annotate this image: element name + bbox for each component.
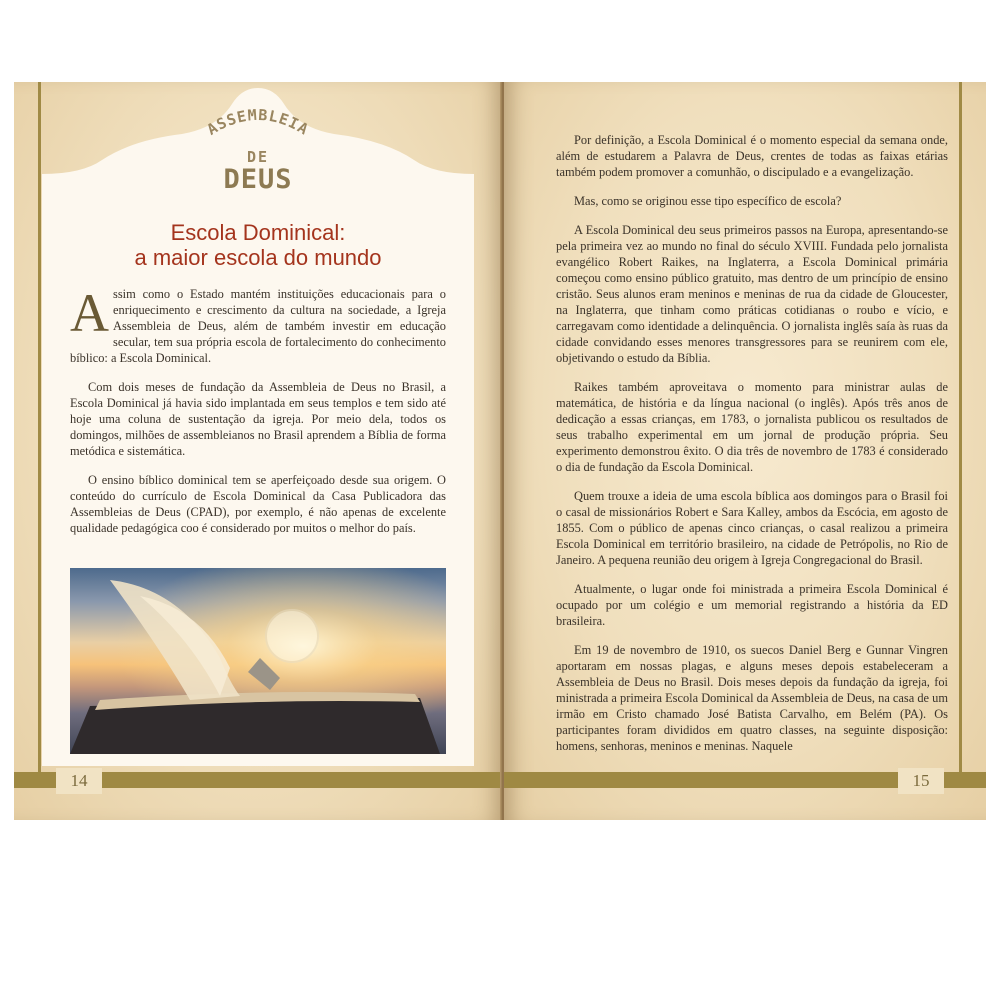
chapter-title-line2: a maior escola do mundo: [134, 245, 382, 270]
paragraph: Raikes também aproveitava o momento para ministrar aulas de matemática, de história e da língua nacional (o inglês). Após três anos de dedicação a essas crianças, em 1783, o jornalista publicou os resultados de seus trabalho experimental em um jornal de produção própria. Seu experimento demonstrou êxito. O dia três de novembro de 1783 é considerado o dia de fundação da Escola Dominical.: [556, 380, 948, 474]
paragraph: O ensino bíblico dominical tem se aperfeiçoado desde sua origem. O conteúdo do currículo de Escola Dominical da Casa Publicadora das Assembleias de Deus (CPAD), por exemplo, é não apenas de excelente qualidade pedagógica coo é considerado por muitos o melhor do país.: [70, 473, 446, 535]
chapter-title: [44, 220, 472, 270]
page-number: 14: [56, 768, 102, 794]
svg-text:ASSEMBLEIA: ASSEMBLEIA: [203, 105, 313, 139]
photo-illustration: [70, 568, 446, 754]
paragraph: Por definição, a Escola Dominical é o momento especial da semana onde, além de estudarem a Palavra de Deus, crentes de todas as faixas etárias também podem promover a comunhão, o discipulado e a evangelização.: [556, 133, 948, 179]
page-number: 15: [898, 768, 944, 794]
book-lightbulb-photo: [70, 568, 446, 754]
right-body-text: [556, 132, 948, 767]
chapter-title-line1: Escola Dominical:: [170, 220, 346, 245]
open-book: [14, 82, 986, 820]
paragraph: Assim como o Estado mantém instituições educacionais para o enriquecimento e crescimento da cultura na sociedade, a Igreja Assembleia de Deus, além de também investir em educação secular, tem sua própria escola de fortalecimento do conhecimento bíblico: a Escola Dominical.: [70, 283, 446, 365]
paragraph: Mas, como se originou esse tipo específico de escola?: [574, 194, 842, 208]
drop-cap: A: [70, 283, 109, 343]
paragraph: Com dois meses de fundação da Assembleia de Deus no Brasil, a Escola Dominical já havia sido implantada em seus templos e tem sido até hoje uma coluna de sustentação da igreja. Por meio dela, todos os domingos, milhões de assembleianos no Brasil aprendem a Bíblia de forma metódica e sistemática.: [70, 380, 446, 458]
paragraph: Atualmente, o lugar onde foi ministrada a primeira Escola Dominical é ocupado por um colégio e um memorial registrando a história da ED brasileira.: [556, 582, 948, 628]
paragraph: A Escola Dominical deu seus primeiros passos na Europa, apresentando-se pela primeira vez ao mundo no final do século XVIII. Fundada pelo jornalista evangélico Robert Raikes, na Inglaterra, a Escola Dominical primária começou como ensino público gratuito, mas dentro de um princípio de ensino cristão. Seus alunos eram meninos e meninas de rua da cidade de Gloucester, na Inglaterra, que tinham como práticas cotidianas o roubo e vício, e carregavam como identidade a delinquência. O jornalista inglês saía às ruas da cidade convidando esses menores transgressores para se reunirem com ele, objetivando o estudo da Bíblia.: [556, 223, 948, 365]
logo-deus: DEUS: [223, 164, 293, 195]
right-page: [504, 82, 986, 820]
right-page-border: [959, 82, 962, 778]
paragraph: Em 19 de novembro de 1910, os suecos Daniel Berg e Gunnar Vingren aportaram em nossas plagas, e alguns meses depois estabeleceram a Assembleia de Deus no Brasil. Dois meses depois da fundação da igreja, foi ministrada a primeira Escola Dominical da Assembleia de Deus, na casa de um irmão em Cristo chamado José Batista Carvalho, em Belém (PA). Os participantes foram divididos em quatro classes, na seguinte disposição: homens, senhoras, meninos e meninas. Naquele: [556, 643, 948, 753]
logo-de: DE: [246, 148, 270, 166]
left-page: [14, 82, 502, 820]
left-body-text: [70, 283, 446, 549]
paragraph: Quem trouxe a ideia de uma escola bíblica aos domingos para o Brasil foi o casal de missionários Robert e Sara Kalley, ambos da Escócia, em agosto de 1855. Com o público de apenas cinco crianças, o casal realizou a primeira Escola Dominical em território brasileiro, na cidade de Petrópolis, no Rio de Janeiro. A pequena reunião deu origem à Igreja Congregacional do Brasil.: [556, 489, 948, 567]
